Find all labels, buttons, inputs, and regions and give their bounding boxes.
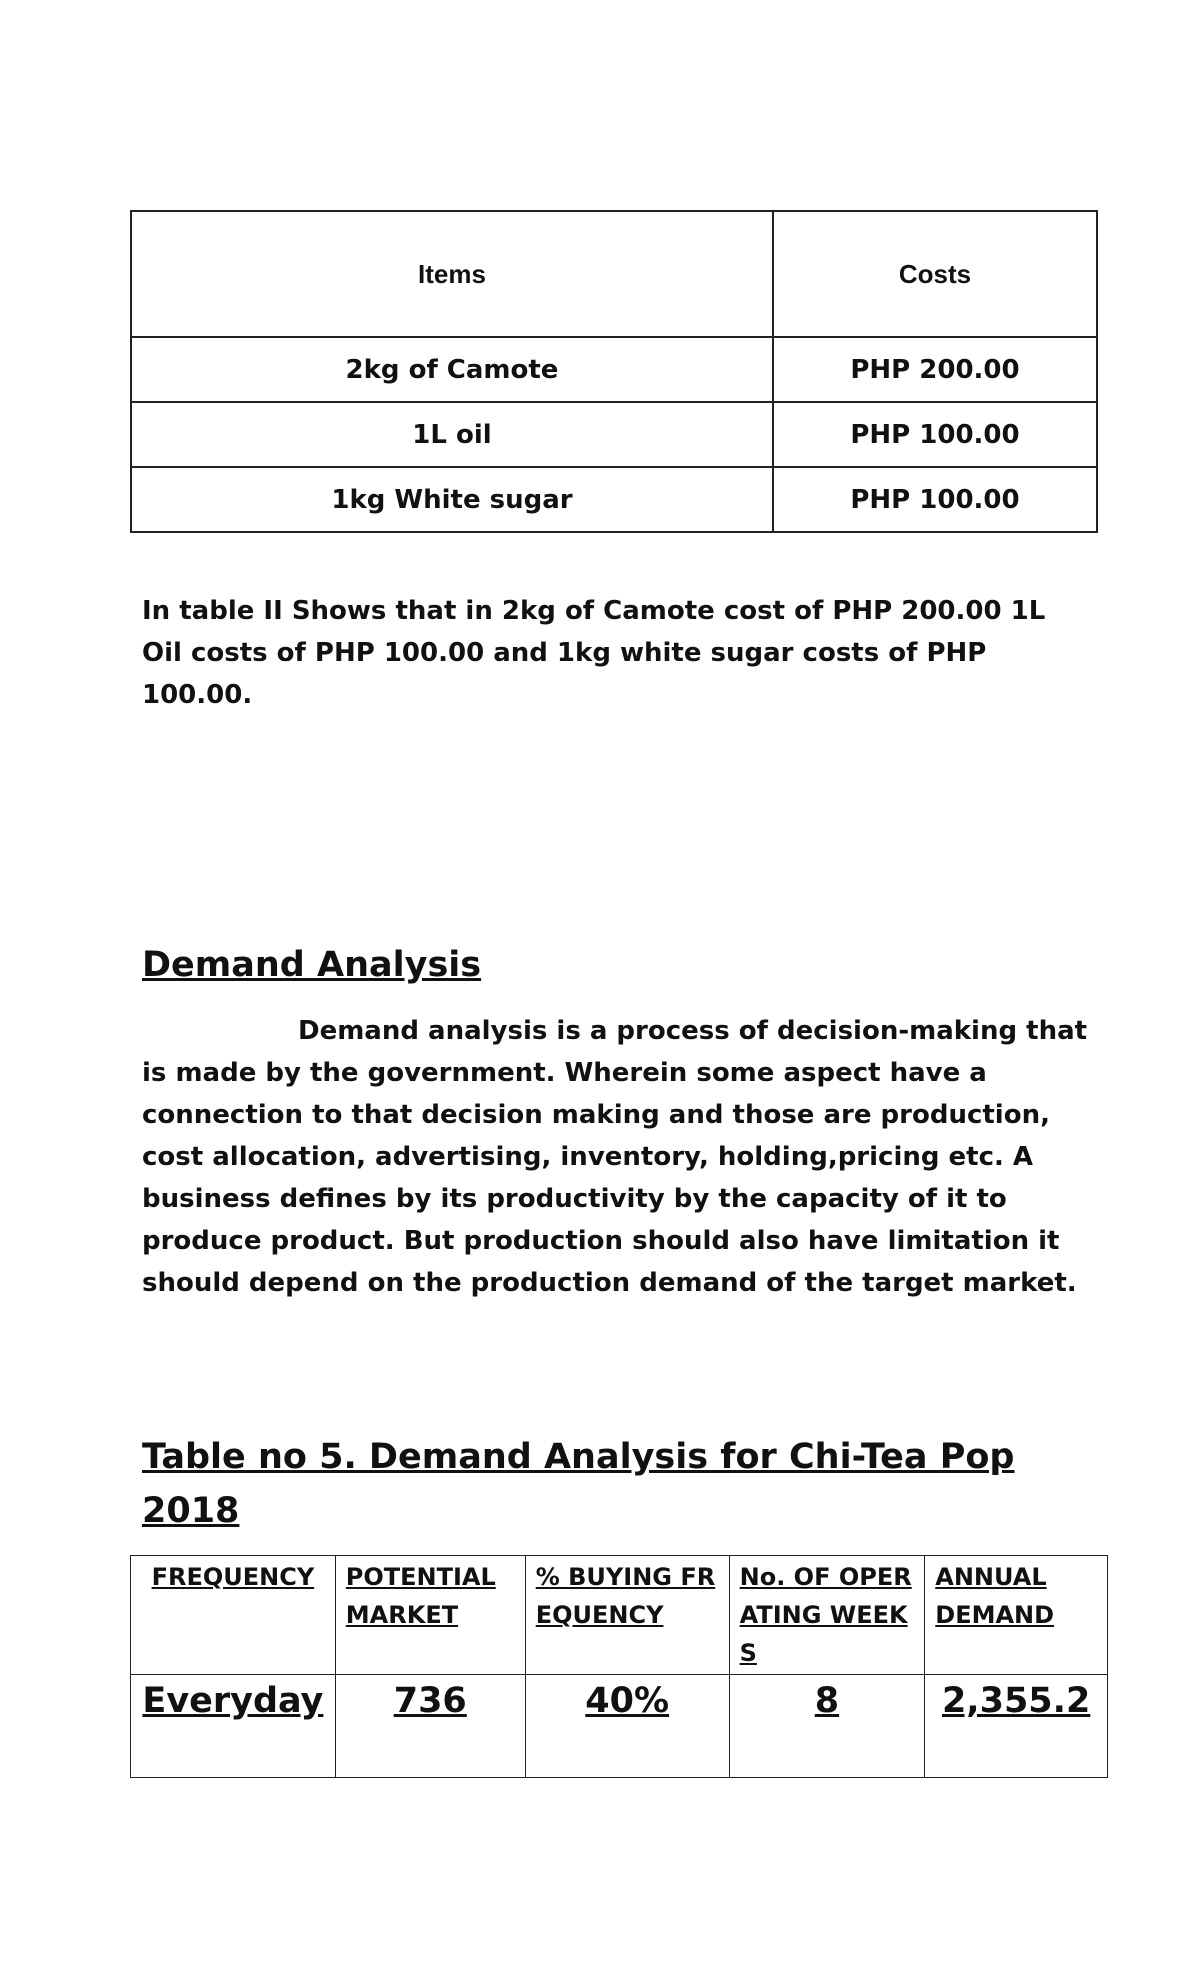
table-row: [131, 1675, 1108, 1778]
annual-demand-header: ANNUAL DEMAND: [925, 1556, 1108, 1675]
item-cell: 2kg of Camote: [131, 337, 773, 402]
demand-table: [130, 1555, 1108, 1778]
items-header: Items: [131, 211, 773, 337]
buying-frequency-cell: 40%: [525, 1675, 729, 1778]
annual-demand-cell: 2,355.2: [925, 1675, 1108, 1778]
demand-analysis-text: Demand analysis is a process of decision-making that is made by the government. Wherein some aspect have a connection to that decision making and those are production, cost allocation, advertising, inventory, holding,pricing etc. A business defines by its productivity by the capacity of it to produce product. But production should also have limitation it should depend on the production demand of the target market.: [142, 1016, 1088, 1298]
potential-market-header: POTENTIAL MARKET: [335, 1556, 525, 1675]
item-cell: 1kg White sugar: [131, 467, 773, 532]
frequency-cell: Everyday: [131, 1675, 336, 1778]
demand-analysis-paragraph: [142, 1010, 1092, 1304]
cost-cell: PHP 100.00: [773, 467, 1097, 532]
table-note: In table II Shows that in 2kg of Camote cost of PHP 200.00 1L Oil costs of PHP 100.00 and 1kg white sugar costs of PHP 100.00.: [142, 596, 1046, 710]
cost-table-header-row: [131, 211, 1097, 337]
cost-cell: PHP 200.00: [773, 337, 1097, 402]
demand-table-header-row: [131, 1556, 1108, 1675]
demand-analysis-heading: Demand Analysis: [142, 945, 482, 985]
operating-weeks-cell: 8: [729, 1675, 925, 1778]
table-row: [131, 467, 1097, 532]
item-cell: 1L oil: [131, 402, 773, 467]
potential-market-cell: 736: [335, 1675, 525, 1778]
table-row: [131, 402, 1097, 467]
operating-weeks-header: No. OF OPERATING WEEKS: [729, 1556, 925, 1675]
costs-header: Costs: [773, 211, 1097, 337]
cost-table: [130, 210, 1098, 533]
table-row: [131, 337, 1097, 402]
buying-frequency-header: % BUYING FREQUENCY: [525, 1556, 729, 1675]
table5-title: Table no 5. Demand Analysis for Chi-Tea Pop 2018: [142, 1437, 1015, 1531]
frequency-header: FREQUENCY: [131, 1556, 336, 1675]
cost-cell: PHP 100.00: [773, 402, 1097, 467]
